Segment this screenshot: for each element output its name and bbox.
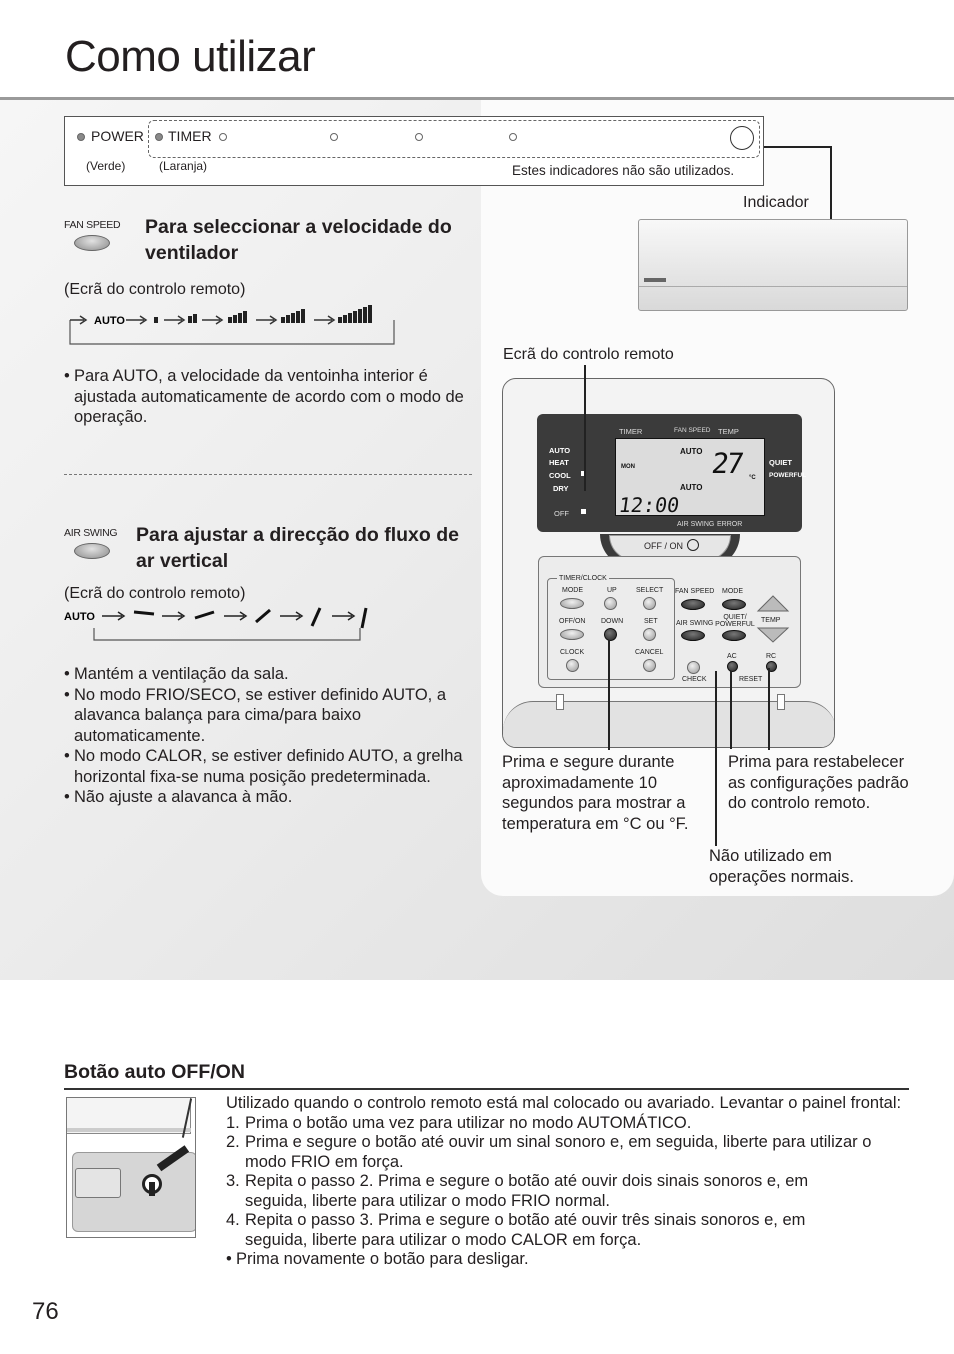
air-swing-sequence-diagram	[64, 604, 374, 644]
air-swing-screen-note: (Ecrã do controlo remoto)	[64, 585, 246, 602]
ac-label: AC	[727, 653, 737, 660]
step-number: 1.	[226, 1113, 240, 1132]
step-text: Prima e segure o botão até ouvir um sinal sonoro e, em seguida, liberte para utilizar o modo FRIO em força.	[245, 1133, 872, 1171]
auto-button-title: Botão auto OFF/ON	[64, 1061, 245, 1083]
list-item	[226, 1211, 916, 1250]
lcd-unit: °C	[749, 475, 756, 481]
ac-button[interactable]	[727, 661, 738, 672]
list-item	[226, 1114, 916, 1134]
select-label: SELECT	[636, 587, 664, 594]
timer-mode-button[interactable]	[560, 598, 584, 609]
screen-air-swing-label: AIR SWING	[677, 521, 715, 528]
fan-speed-screen-note: (Ecrã do controlo remoto)	[64, 281, 246, 298]
unused-indicators-note: Estes indicadores não são utilizados.	[512, 163, 735, 178]
list-item	[226, 1172, 916, 1211]
power-label: POWER	[91, 128, 144, 144]
select-button[interactable]	[643, 597, 656, 610]
list-item: • No modo FRIO/SECO, se estiver definido AUTO, a alavanca balança para cima/para baixo automaticamente.	[64, 685, 474, 747]
lcd-mon: MON	[621, 464, 635, 470]
fan-speed-notes	[64, 366, 464, 428]
screen-marker	[581, 509, 586, 514]
reset-label: RESET	[739, 676, 763, 683]
step-number: 4.	[226, 1211, 240, 1229]
air-swing-heading: Para ajustar a direcção do fluxo de ar vertical	[136, 524, 459, 572]
auto-button-steps	[226, 1114, 916, 1251]
step-number: 2.	[226, 1133, 240, 1151]
screen-mode-auto: AUTO	[549, 446, 571, 455]
callout-line	[764, 146, 832, 148]
remote-button-panel	[538, 556, 801, 688]
screen-off-label: OFF	[554, 509, 569, 518]
timer-label: TIMER	[168, 128, 212, 144]
lcd-temperature: 27	[709, 447, 745, 480]
step-text: Repita o passo 2. Prima e segure o botão até ouvir dois sinais sonoros e, em seguida, liberte para utilizar o modo FRIO normal.	[245, 1172, 809, 1210]
power-color-note: (Verde)	[86, 159, 126, 173]
mode2-label: MODE	[722, 588, 743, 595]
check-button[interactable]	[687, 661, 700, 674]
list-item: • Mantém a ventilação da sala.	[64, 664, 474, 685]
list-item: • No modo CALOR, se estiver definido AUTO, a grelha horizontal fixa-se numa posição predeterminada.	[64, 746, 474, 787]
cancel-button[interactable]	[643, 659, 656, 672]
remote-screen-frame	[537, 414, 807, 532]
list-item	[226, 1133, 916, 1172]
mode-button[interactable]	[722, 599, 746, 610]
power-icon	[687, 539, 699, 551]
unused-led-icon	[509, 133, 517, 141]
lcd-clock: 12:00	[617, 493, 681, 517]
clock-label: CLOCK	[560, 649, 585, 656]
ac-button-note: Não utilizado em operações normais.	[709, 847, 854, 886]
screen-temp-label: TEMP	[718, 427, 739, 436]
remote-screen-callout: Ecrã do controlo remoto	[503, 346, 674, 363]
section-divider	[64, 474, 472, 475]
fan-speed-sequence-diagram	[64, 300, 404, 350]
air-swing-label: AIR SWING	[676, 620, 714, 627]
cancel-label: CANCEL	[635, 649, 664, 656]
rc-label: RC	[766, 653, 777, 660]
list-item: • Para AUTO, a velocidade da ventoinha interior é ajustada automaticamente de acordo com o modo de operação.	[64, 366, 464, 428]
callout-line	[584, 365, 586, 491]
rc-button-note: Prima para restabelecer as configurações padrão do controlo remoto.	[728, 753, 909, 812]
timer-color-note: (Laranja)	[159, 159, 208, 173]
callout-line	[608, 640, 610, 750]
timer-dashed-frame	[148, 120, 760, 158]
set-label: SET	[644, 618, 658, 625]
lcd-auto-swing: AUTO	[680, 483, 703, 492]
fan-speed-button-icon	[74, 235, 110, 251]
timer-led-icon	[155, 133, 163, 141]
air-conditioner-illustration	[638, 219, 908, 311]
unused-led-icon	[330, 133, 338, 141]
step-text: Prima o botão uma vez para utilizar no modo AUTOMÁTICO.	[245, 1113, 692, 1132]
indicator-sensor-icon	[730, 126, 754, 150]
off-on-label: OFF / ON	[644, 541, 683, 551]
air-swing-notes	[64, 664, 474, 808]
timer-clock-group-label: TIMER/CLOCK	[559, 575, 607, 582]
timer-off-on-button[interactable]	[560, 629, 584, 640]
unused-led-icon	[415, 133, 423, 141]
fan-speed-button[interactable]	[681, 599, 705, 610]
screen-mode-cool: COOL	[549, 471, 571, 480]
clock-button[interactable]	[566, 659, 579, 672]
indicator-callout-label: Indicador	[743, 194, 809, 211]
fan-speed-heading: Para seleccionar a velocidade do ventilador	[145, 216, 452, 264]
screen-quiet-label: QUIET	[769, 458, 792, 467]
down-button-note: Prima e segure durante aproximadamente 10 segundos para mostrar a temperatura em °C ou °F.	[502, 753, 689, 833]
auto-button-final	[226, 1250, 916, 1270]
down-label: DOWN	[601, 618, 624, 625]
screen-error-label: ERROR	[717, 521, 743, 528]
remote-lcd	[615, 438, 765, 516]
down-button[interactable]	[604, 628, 617, 641]
screen-mode-dry: DRY	[553, 484, 569, 493]
step-text: Repita o passo 3. Prima e segure o botão até ouvir três sinais sonoros e, em seguida, liberte para utilizar o modo CALOR em força.	[245, 1211, 806, 1249]
check-label: CHECK	[682, 676, 707, 683]
fan-speed-button-caption: FAN SPEED	[64, 219, 121, 231]
fan-auto-label: AUTO	[94, 315, 125, 327]
screen-timer-label: TIMER	[619, 427, 643, 436]
list-item: • Não ajuste a alavanca à mão.	[64, 787, 474, 808]
power-led-icon	[77, 133, 85, 141]
set-button[interactable]	[643, 628, 656, 641]
screen-powerful-label: POWERFUL	[769, 472, 807, 479]
mode-label: MODE	[562, 587, 583, 594]
air-swing-button[interactable]	[681, 630, 705, 641]
swing-auto-label: AUTO	[64, 611, 95, 623]
auto-button-illustration	[66, 1097, 196, 1238]
section-rule	[64, 1088, 909, 1090]
auto-button-intro: Utilizado quando o controlo remoto está mal colocado ou avariado. Levantar o painel frontal:	[226, 1094, 902, 1112]
unused-led-icon	[219, 133, 227, 141]
timer-off-on-label: OFF/ON	[559, 618, 586, 625]
up-button[interactable]	[604, 597, 617, 610]
callout-line	[730, 671, 732, 749]
air-swing-button-icon	[74, 543, 110, 559]
page-title: Como utilizar	[65, 32, 316, 81]
up-label: UP	[607, 587, 617, 594]
remote-control-illustration	[502, 378, 835, 748]
auto-button-instructions	[226, 1094, 916, 1270]
step-number: 3.	[226, 1172, 240, 1190]
list-item: • Prima novamente o botão para desligar.	[226, 1250, 916, 1270]
callout-line	[768, 668, 770, 750]
callout-line	[715, 671, 717, 846]
remote-bottom-cover	[503, 701, 835, 748]
temp-label: TEMP	[761, 617, 781, 624]
quiet-powerful-label: QUIET/ POWERFUL	[715, 614, 755, 628]
quiet-powerful-button[interactable]	[722, 630, 746, 641]
page-number: 76	[32, 1298, 59, 1325]
lcd-auto-fan: AUTO	[680, 447, 703, 456]
fan-speed-label: FAN SPEED	[675, 588, 715, 595]
screen-mode-heat: HEAT	[549, 458, 569, 467]
air-swing-button-caption: AIR SWING	[64, 527, 118, 539]
screen-fan-speed-label: FAN SPEED	[674, 427, 711, 434]
